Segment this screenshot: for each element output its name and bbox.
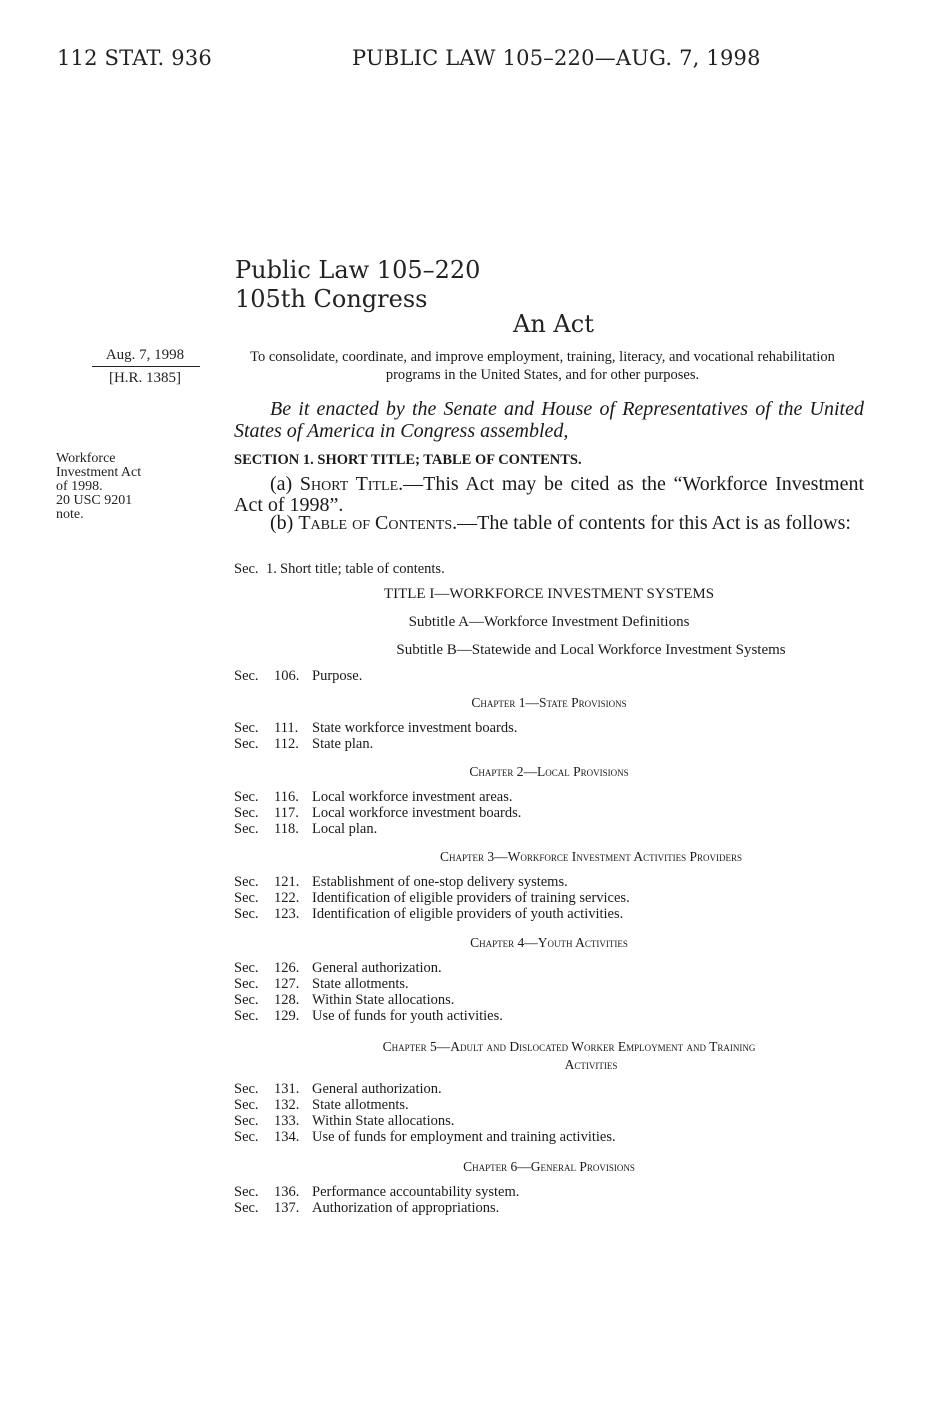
side-note-line: of 1998. [56,479,103,494]
toc-entry: Sec. 126. General authorization. [234,960,442,976]
paragraph-caption: Table of Contents [298,512,453,534]
toc-entry: Sec. 131. General authorization. [234,1081,442,1097]
congress-number: 105th Congress [235,285,428,313]
toc-entry: Sec. 127. State allotments. [234,976,409,992]
paragraph-caption: Short Title [299,473,399,495]
paragraph-table-of-contents: (b) Table of Contents.—The table of contents for this Act is as follows: [270,512,851,534]
toc-entry: Sec. 122. Identification of eligible providers of training services. [234,890,630,906]
side-note-line: Workforce [56,451,116,466]
toc-entry: Sec. 129. Use of funds for youth activities. [234,1008,503,1024]
toc-entry: Sec. 111. State workforce investment boards. [234,720,518,736]
toc-entry: Sec. 133. Within State allocations. [234,1113,455,1129]
enacting-clause: Be it enacted by the Senate and House of Representatives of the United States of America in Congress assembled, [234,398,864,442]
toc-entry: Sec. 136. Performance accountability system. [234,1184,520,1200]
side-note-line: 20 USC 9201 [56,493,133,508]
toc-entry: Sec. 132. State allotments. [234,1097,409,1113]
an-act-heading: An Act [513,310,594,338]
toc-chapter-heading: Chapter 5—Adult and Dislocated Worker Employment and Training [382,1039,756,1054]
enactment-date: Aug. 7, 1998 [105,347,185,363]
toc-entry: Sec. 121. Establishment of one-stop delivery systems. [234,874,568,890]
toc-entry: Sec. 106. Purpose. [234,668,363,684]
toc-entry: Sec. 117. Local workforce investment boards. [234,805,522,821]
toc-entry: Sec. 1. Short title; table of contents. [234,561,445,577]
toc-chapter-heading-continued: Activities [564,1057,618,1072]
toc-subtitle-heading: Subtitle A—Workforce Investment Definitions [408,614,690,630]
margin-side-note [56,452,216,522]
toc-title-heading: TITLE I—WORKFORCE INVESTMENT SYSTEMS [383,586,715,602]
toc-entry: Sec. 123. Identification of eligible providers of youth activities. [234,906,624,922]
toc-entry: Sec. 116. Local workforce investment areas. [234,789,513,805]
side-note-line: note. [56,507,84,522]
page-stat-citation: 112 STAT. 936 [57,46,212,70]
toc-chapter-heading: Chapter 6—General Provisions [463,1159,635,1174]
toc-entry: Sec. 137. Authorization of appropriations. [234,1200,500,1216]
toc-chapter-heading: Chapter 2—Local Provisions [469,764,629,779]
paragraph-short-title: (a) Short Title.—This Act may be cited as the “Workforce Investment Act of 1998”. [234,473,864,516]
act-purpose: To consolidate, coordinate, and improve employment, training, literacy, and vocational rehabilitation programs in the United States, and for other purposes. [250,349,835,383]
bill-number: [H.R. 1385] [108,370,182,386]
toc-entry: Sec. 128. Within State allocations. [234,992,455,1008]
margin-divider [92,366,200,367]
public-law-number: Public Law 105–220 [235,256,481,284]
toc-entry: Sec. 118. Local plan. [234,821,378,837]
section-heading: SECTION 1. SHORT TITLE; TABLE OF CONTENTS. [234,452,582,468]
toc-chapter-heading: Chapter 3—Workforce Investment Activities Providers [439,849,742,864]
toc-subtitle-heading: Subtitle B—Statewide and Local Workforce Investment Systems [396,642,786,658]
side-note-line: Investment Act [56,465,142,480]
toc-chapter-heading: Chapter 1—State Provisions [471,695,627,710]
toc-entry: Sec. 134. Use of funds for employment and training activities. [234,1129,616,1145]
toc-entry: Sec. 112. State plan. [234,736,374,752]
toc-chapter-heading: Chapter 4—Youth Activities [470,935,628,950]
running-header-law: PUBLIC LAW 105–220—AUG. 7, 1998 [352,46,761,70]
